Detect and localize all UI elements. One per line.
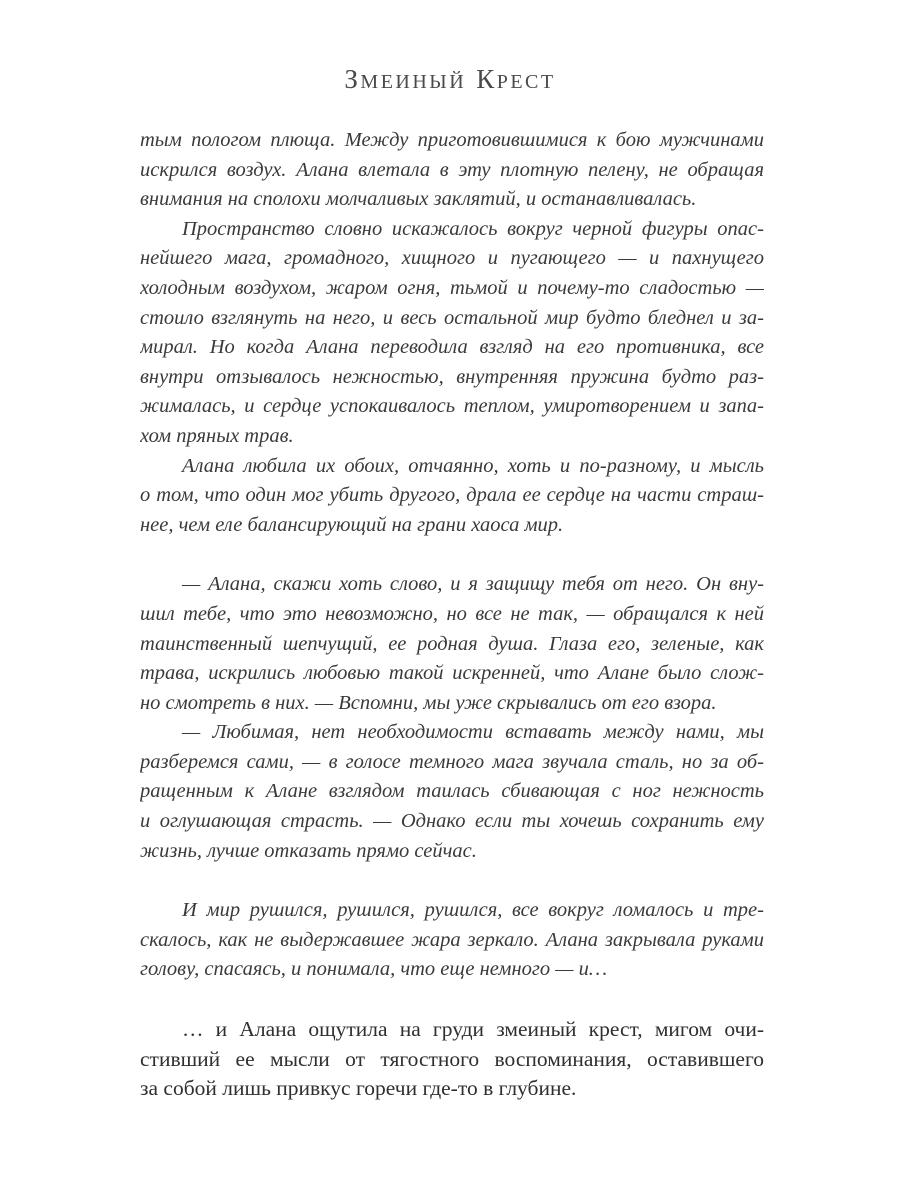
text-line: но смотреть в них. — Вспомни, мы уже скрывались от его взора.: [140, 691, 717, 714]
text-line: стоило взглянуть на него, и весь остальной мир будто бледнел и за-: [140, 306, 764, 329]
text-line: Пространство словно искажалось вокруг черной фигуры опас-: [182, 217, 764, 240]
text-line: и оглушающая страсть. — Однако если ты хочешь сохранить ему: [140, 810, 764, 833]
title-initial-1: З: [344, 64, 361, 94]
title-smallcaps-2: РЕСТ: [496, 71, 556, 93]
paragraph: [140, 1015, 764, 1104]
text-line: внимания на сполохи молчаливых заклятий, и останавливалась.: [140, 188, 697, 211]
text-line: о том, что один мог убить другого, драла ее сердце на части страш-: [140, 484, 764, 507]
text-line: жималась, и сердце успокаивалось теплом, умиротворением и запа-: [140, 395, 764, 418]
title-initial-2: К: [476, 64, 497, 94]
paragraph: [140, 452, 764, 541]
text-line: … и Алана ощутила на груди змеиный крест, мигом очи-: [182, 1017, 764, 1042]
page-header-title: [0, 64, 900, 95]
text-line: нее, чем еле балансирующий на грани хаоса мир.: [140, 513, 564, 536]
text-line: холодным воздухом, жаром огня, тьмой и почему-то сладостью —: [140, 276, 764, 299]
paragraph: [140, 215, 764, 452]
text-line: мирал. Но когда Алана переводила взгляд на его противника, все: [140, 336, 764, 359]
text-line: разберемся сами, — в голосе темного мага звучала сталь, но за об-: [140, 750, 764, 773]
text-line: шил тебе, что это невозможно, но все не так, — обращался к ней: [140, 602, 764, 625]
paragraph: [140, 126, 764, 215]
paragraph: [140, 896, 764, 985]
text-line: Алана любила их обоих, отчаянно, хоть и по-разному, и мысль: [182, 454, 764, 477]
text-line: внутри отзывалось нежностью, внутренняя пружина будто раз-: [140, 365, 764, 388]
text-line: за собой лишь привкус горечи где-то в глубине.: [140, 1076, 577, 1101]
text-line: тым пологом плюща. Между приготовившимися к бою мужчинами: [140, 129, 764, 151]
text-line: голову, спасаясь, и понимала, что еще немного — и…: [140, 958, 608, 981]
page-text: [140, 126, 764, 1104]
text-line: ращенным к Алане взглядом таилась сбивающая с ног нежность: [140, 780, 764, 803]
text-line: И мир рушился, рушился, рушился, все вокруг ломалось и тре-: [182, 899, 764, 922]
text-line: трава, искрились любовью такой искренней, что Алане было слож-: [140, 662, 764, 685]
text-line: хом пряных трав.: [140, 424, 294, 447]
text-line: нейшего мага, громадного, хищного и пугающего — и пахнущего: [140, 247, 764, 270]
title-smallcaps-1: МЕИНЫЙ: [360, 71, 467, 93]
paragraph: [140, 718, 764, 866]
text-line: скалось, как не выдержавшее жара зеркало. Алана закрывала руками: [140, 928, 764, 951]
text-line: жизнь, лучше отказать прямо сейчас.: [140, 839, 477, 862]
text-line: — Любимая, нет необходимости вставать между нами, мы: [182, 721, 764, 744]
text-line: — Алана, скажи хоть слово, и я защищу тебя от него. Он вну-: [182, 573, 764, 596]
text-line: таинственный шепчущий, ее родная душа. Глаза его, зеленые, как: [140, 632, 764, 655]
text-line: стивший ее мысли от тягостного воспоминания, оставившего: [140, 1046, 764, 1071]
paragraph: [140, 570, 764, 718]
text-line: искрился воздух. Алана влетала в эту плотную пелену, не обращая: [140, 158, 764, 181]
